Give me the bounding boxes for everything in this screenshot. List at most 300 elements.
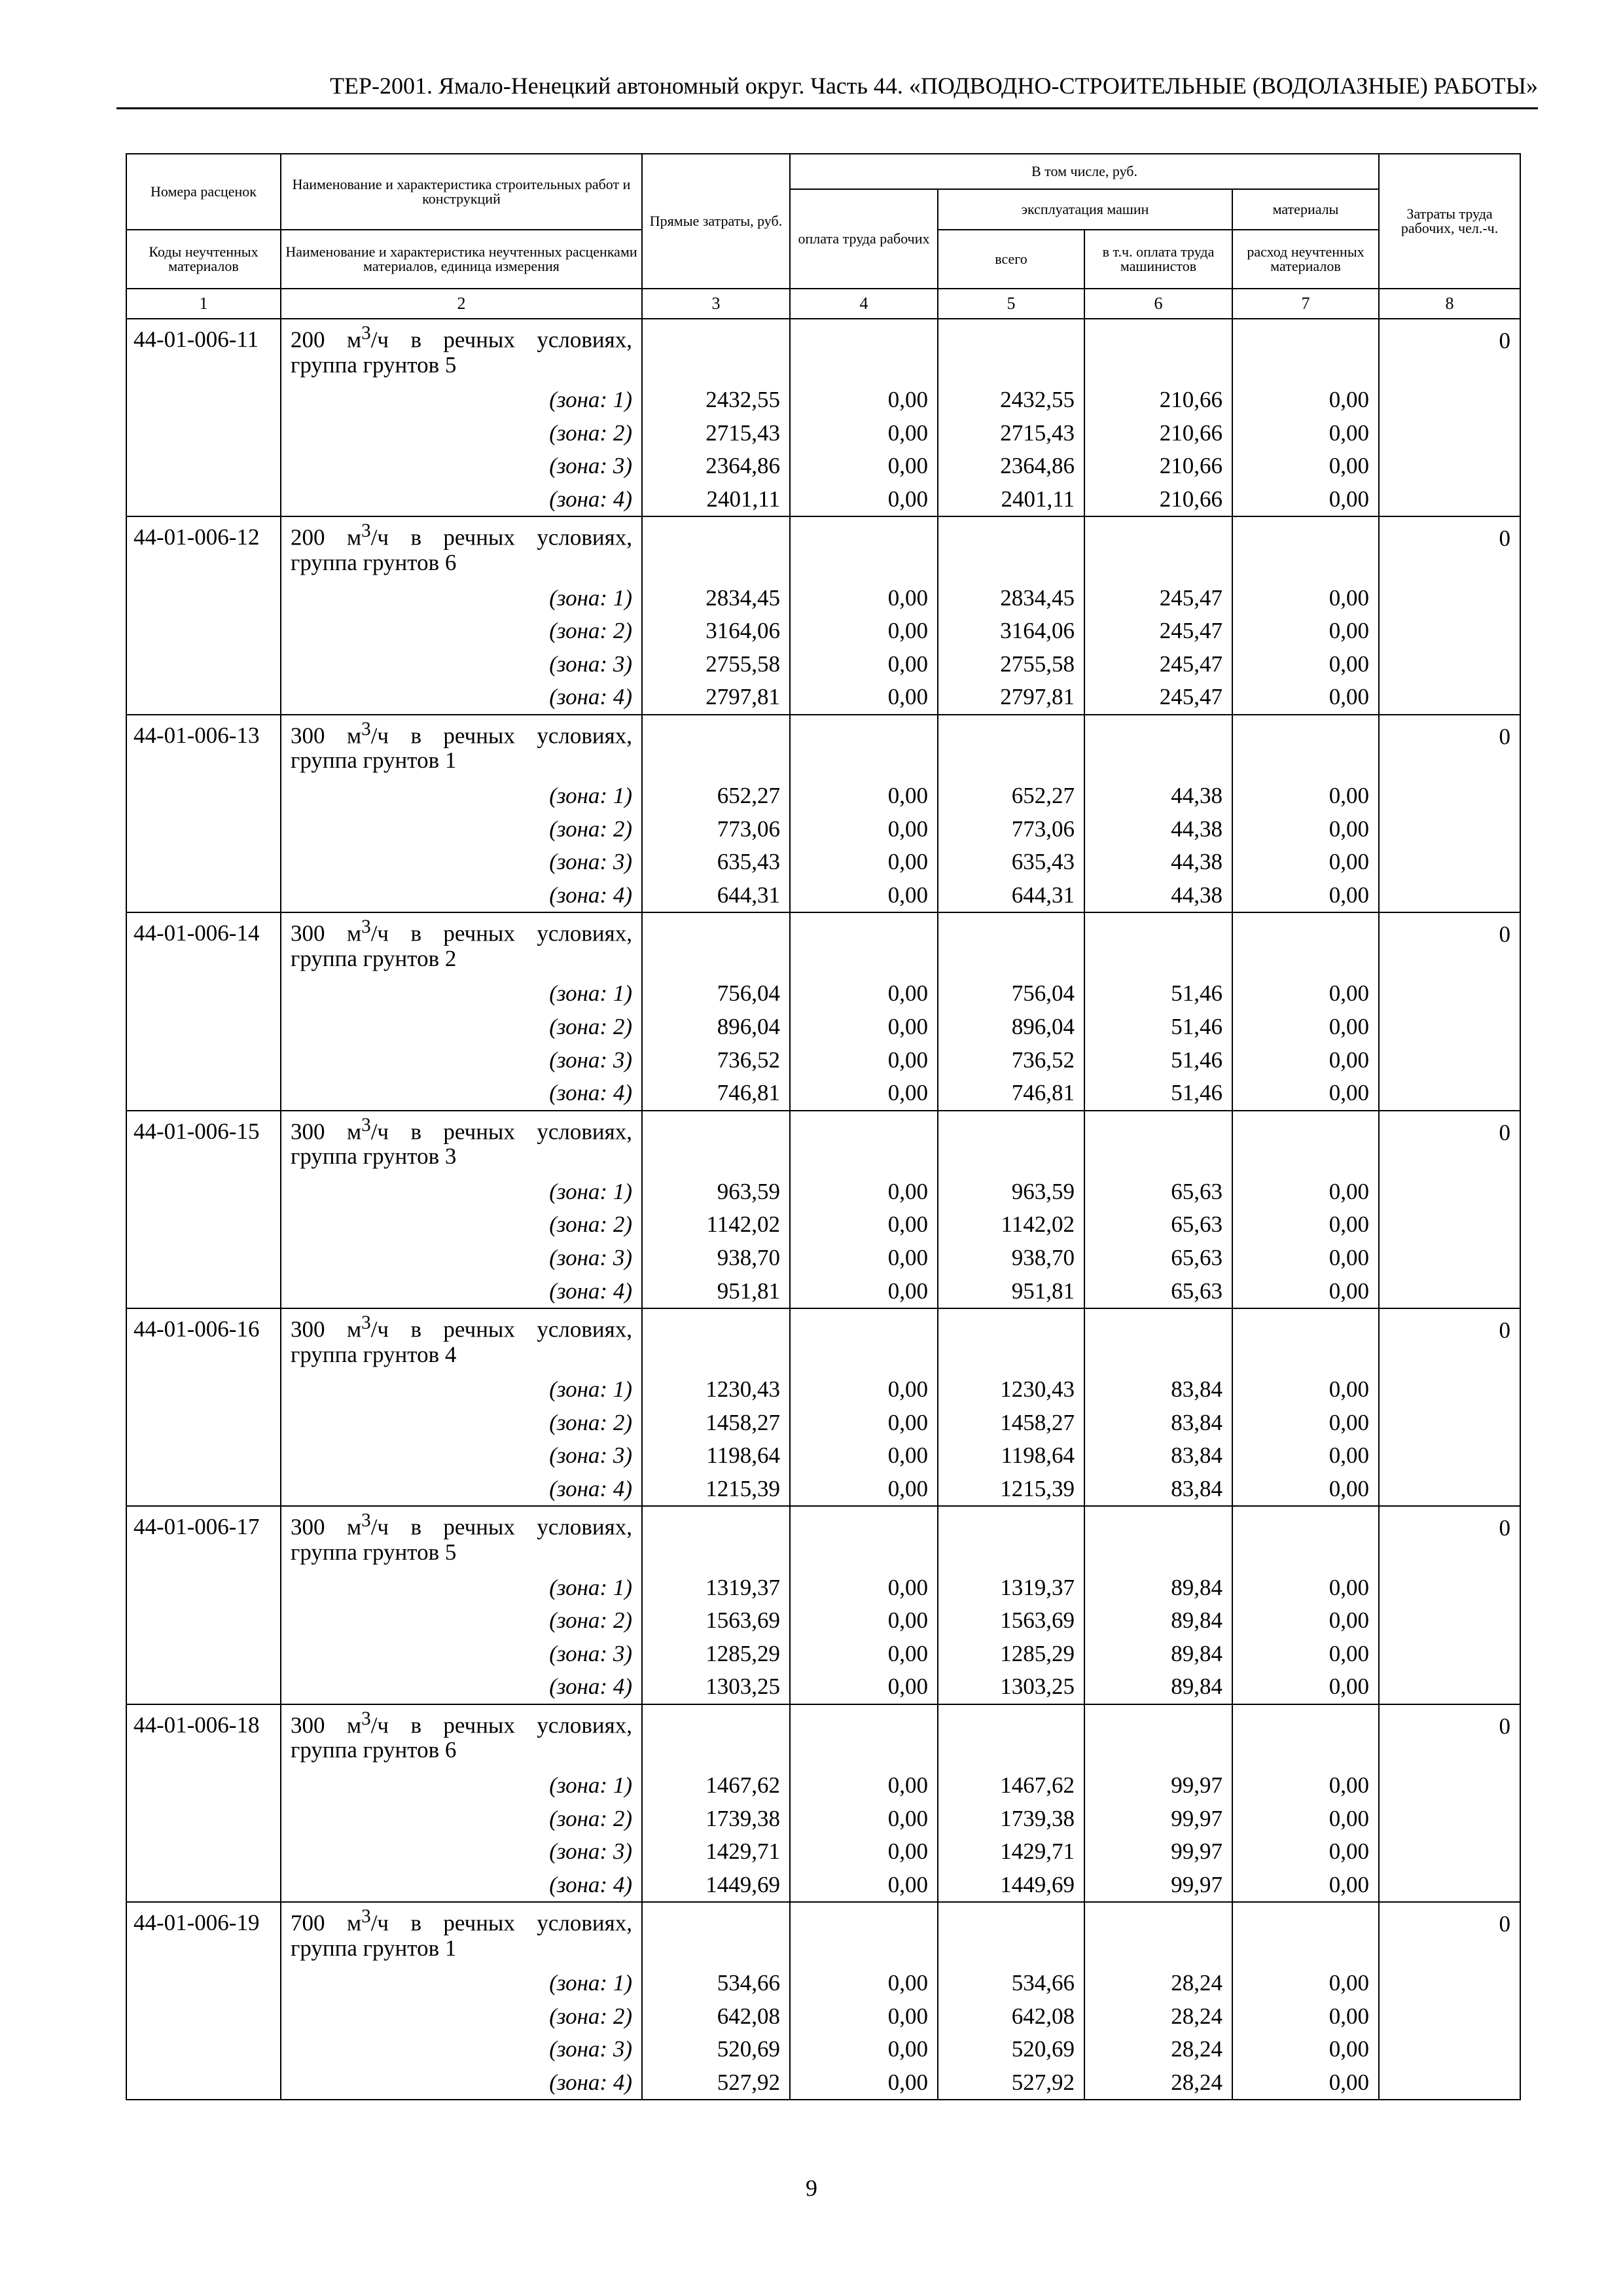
running-header (116, 71, 1538, 109)
empty-cell (1379, 581, 1520, 615)
operator-wages: 44,38 (1084, 879, 1232, 913)
machines-total: 3164,06 (938, 615, 1084, 648)
empty-cell (938, 319, 1084, 384)
empty-cell (938, 715, 1084, 780)
machines-total: 1563,69 (938, 1604, 1084, 1638)
direct-costs: 534,66 (642, 1967, 790, 2000)
zone-label: (зона: 3) (281, 1043, 642, 1077)
workers-wages: 0,00 (790, 1175, 938, 1209)
workers-wages: 0,00 (790, 1473, 938, 1507)
workers-wages: 0,00 (790, 1571, 938, 1604)
operator-wages: 210,66 (1084, 483, 1232, 517)
zone-row (126, 1670, 1520, 1704)
empty-cell (126, 681, 281, 715)
direct-costs: 1142,02 (642, 1208, 790, 1242)
empty-cell (642, 715, 790, 780)
operator-wages: 99,97 (1084, 1802, 1232, 1835)
empty-cell (126, 1637, 281, 1670)
direct-costs: 1215,39 (642, 1473, 790, 1507)
empty-cell (126, 1175, 281, 1209)
zone-label: (зона: 1) (281, 977, 642, 1011)
empty-cell (1379, 1802, 1520, 1835)
material-consumption: 0,00 (1232, 1769, 1379, 1803)
empty-cell (126, 581, 281, 615)
empty-cell (1084, 1902, 1232, 1967)
empty-cell (938, 1111, 1084, 1175)
machines-total: 2755,58 (938, 648, 1084, 681)
operator-wages: 44,38 (1084, 780, 1232, 813)
zone-label: (зона: 3) (281, 1835, 642, 1869)
workers-wages: 0,00 (790, 780, 938, 813)
zone-label: (зона: 1) (281, 1571, 642, 1604)
zone-label: (зона: 2) (281, 417, 642, 450)
empty-cell (1232, 715, 1379, 780)
operator-wages: 99,97 (1084, 1835, 1232, 1869)
operator-wages: 51,46 (1084, 1043, 1232, 1077)
unit: м (346, 723, 362, 749)
zone-row (126, 1604, 1520, 1638)
empty-cell (1379, 1439, 1520, 1473)
machines-total: 1739,38 (938, 1802, 1084, 1835)
rate-description: /ч в речных условиях, группа грунтов 3 (291, 1119, 632, 1170)
workers-wages: 0,00 (790, 1406, 938, 1439)
unit-exponent: 3 (361, 1114, 371, 1136)
unit-exponent: 3 (361, 1510, 371, 1532)
empty-cell (1379, 1473, 1520, 1507)
labor-costs: 0 (1379, 319, 1520, 384)
empty-cell (938, 912, 1084, 977)
zone-row (126, 1011, 1520, 1044)
zone-row (126, 1637, 1520, 1670)
direct-costs: 963,59 (642, 1175, 790, 1209)
direct-costs: 1458,27 (642, 1406, 790, 1439)
unit-exponent: 3 (361, 1312, 371, 1333)
material-consumption: 0,00 (1232, 2000, 1379, 2034)
empty-cell (126, 648, 281, 681)
column-number: 2 (281, 289, 642, 319)
workers-wages: 0,00 (790, 812, 938, 846)
operator-wages: 83,84 (1084, 1406, 1232, 1439)
empty-cell (1084, 319, 1232, 384)
operator-wages: 210,66 (1084, 384, 1232, 417)
operator-wages: 44,38 (1084, 812, 1232, 846)
rate-code: 44-01-006-19 (126, 1902, 281, 1967)
zone-label: (зона: 4) (281, 879, 642, 913)
zone-row (126, 1175, 1520, 1209)
empty-cell (126, 1604, 281, 1638)
header-machines-total: всего (938, 230, 1084, 289)
machines-total: 1303,25 (938, 1670, 1084, 1704)
machines-total: 652,27 (938, 780, 1084, 813)
column-number: 7 (1232, 289, 1379, 319)
workers-wages: 0,00 (790, 846, 938, 879)
workers-wages: 0,00 (790, 648, 938, 681)
workers-wages: 0,00 (790, 1274, 938, 1308)
header-work-name: Наименование и характеристика строительных работ и конструкций (281, 154, 642, 230)
material-consumption: 0,00 (1232, 1439, 1379, 1473)
workers-wages: 0,00 (790, 1043, 938, 1077)
empty-cell (790, 516, 938, 581)
column-number: 3 (642, 289, 790, 319)
empty-cell (126, 1406, 281, 1439)
operator-wages: 89,84 (1084, 1670, 1232, 1704)
empty-cell (126, 1835, 281, 1869)
direct-costs: 2364,86 (642, 450, 790, 483)
empty-cell (790, 1308, 938, 1373)
rate-code: 44-01-006-15 (126, 1111, 281, 1175)
rate-code: 44-01-006-12 (126, 516, 281, 581)
rate-description: /ч в речных условиях, группа грунтов 5 (291, 1514, 632, 1565)
workers-wages: 0,00 (790, 615, 938, 648)
unit-exponent: 3 (361, 1906, 371, 1927)
workers-wages: 0,00 (790, 1604, 938, 1638)
rate-title-row (126, 319, 1520, 384)
machines-total: 642,08 (938, 2000, 1084, 2034)
machines-total: 1285,29 (938, 1637, 1084, 1670)
material-consumption: 0,00 (1232, 2066, 1379, 2100)
direct-costs: 1303,25 (642, 1670, 790, 1704)
empty-cell (938, 1902, 1084, 1967)
empty-cell (1232, 912, 1379, 977)
empty-cell (1379, 846, 1520, 879)
zone-row (126, 1406, 1520, 1439)
zone-label: (зона: 3) (281, 648, 642, 681)
operator-wages: 99,97 (1084, 1769, 1232, 1803)
rate-capacity: 300 (291, 1712, 325, 1738)
direct-costs: 896,04 (642, 1011, 790, 1044)
header-material-names: Наименование и характеристика неучтенных расценками материалов, единица измерения (281, 230, 642, 289)
machines-total: 520,69 (938, 2033, 1084, 2066)
operator-wages: 245,47 (1084, 615, 1232, 648)
direct-costs: 2401,11 (642, 483, 790, 517)
empty-cell (1379, 2000, 1520, 2034)
direct-costs: 756,04 (642, 977, 790, 1011)
material-consumption: 0,00 (1232, 977, 1379, 1011)
empty-cell (1379, 1274, 1520, 1308)
zone-label: (зона: 4) (281, 1868, 642, 1902)
operator-wages: 210,66 (1084, 417, 1232, 450)
table-header (126, 154, 1520, 319)
material-consumption: 0,00 (1232, 2033, 1379, 2066)
zone-label: (зона: 2) (281, 1802, 642, 1835)
zone-label: (зона: 4) (281, 1077, 642, 1111)
zone-label: (зона: 1) (281, 1373, 642, 1407)
zone-row (126, 1274, 1520, 1308)
rate-description: /ч в речных условиях, группа грунтов 1 (291, 723, 632, 774)
operator-wages: 65,63 (1084, 1242, 1232, 1275)
empty-cell (126, 1043, 281, 1077)
rate-code: 44-01-006-17 (126, 1506, 281, 1571)
operator-wages: 44,38 (1084, 846, 1232, 879)
labor-costs: 0 (1379, 1308, 1520, 1373)
labor-costs: 0 (1379, 516, 1520, 581)
empty-cell (126, 1242, 281, 1275)
labor-costs: 0 (1379, 715, 1520, 780)
material-consumption: 0,00 (1232, 1406, 1379, 1439)
operator-wages: 245,47 (1084, 648, 1232, 681)
rate-name (281, 516, 642, 581)
material-consumption: 0,00 (1232, 648, 1379, 681)
empty-cell (126, 1769, 281, 1803)
empty-cell (1084, 715, 1232, 780)
material-consumption: 0,00 (1232, 1011, 1379, 1044)
direct-costs: 938,70 (642, 1242, 790, 1275)
empty-cell (126, 1373, 281, 1407)
unit: м (346, 1316, 362, 1342)
empty-cell (126, 1274, 281, 1308)
workers-wages: 0,00 (790, 2033, 938, 2066)
material-consumption: 0,00 (1232, 417, 1379, 450)
header-direct-costs: Прямые затраты, руб. (642, 154, 790, 289)
empty-cell (1084, 1506, 1232, 1571)
direct-costs: 951,81 (642, 1274, 790, 1308)
rate-title-row (126, 1506, 1520, 1571)
empty-cell (1379, 1175, 1520, 1209)
column-number: 5 (938, 289, 1084, 319)
operator-wages: 89,84 (1084, 1604, 1232, 1638)
workers-wages: 0,00 (790, 1769, 938, 1803)
direct-costs: 2755,58 (642, 648, 790, 681)
empty-cell (1379, 1637, 1520, 1670)
header-including: В том числе, руб. (790, 154, 1379, 189)
header-workers-wages: оплата труда рабочих (790, 189, 938, 289)
header-operator-wages: в т.ч. оплата труда машинистов (1084, 230, 1232, 289)
workers-wages: 0,00 (790, 1439, 938, 1473)
rate-capacity: 300 (291, 1514, 325, 1540)
direct-costs: 652,27 (642, 780, 790, 813)
workers-wages: 0,00 (790, 1208, 938, 1242)
operator-wages: 89,84 (1084, 1571, 1232, 1604)
empty-cell (1379, 780, 1520, 813)
material-consumption: 0,00 (1232, 1373, 1379, 1407)
empty-cell (1232, 319, 1379, 384)
workers-wages: 0,00 (790, 681, 938, 715)
table-body (126, 319, 1520, 2100)
operator-wages: 245,47 (1084, 581, 1232, 615)
zone-label: (зона: 2) (281, 1011, 642, 1044)
machines-total: 2834,45 (938, 581, 1084, 615)
zone-row (126, 581, 1520, 615)
empty-cell (1232, 1111, 1379, 1175)
machines-total: 1429,71 (938, 1835, 1084, 1869)
operator-wages: 28,24 (1084, 2033, 1232, 2066)
empty-cell (938, 1308, 1084, 1373)
operator-wages: 65,63 (1084, 1274, 1232, 1308)
column-number: 4 (790, 289, 938, 319)
machines-total: 896,04 (938, 1011, 1084, 1044)
rate-title-row (126, 1902, 1520, 1967)
rate-capacity: 300 (291, 1119, 325, 1145)
rate-title-row (126, 1308, 1520, 1373)
empty-cell (1379, 879, 1520, 913)
material-consumption: 0,00 (1232, 1571, 1379, 1604)
material-consumption: 0,00 (1232, 450, 1379, 483)
zone-row (126, 846, 1520, 879)
material-consumption: 0,00 (1232, 1175, 1379, 1209)
direct-costs: 1198,64 (642, 1439, 790, 1473)
material-consumption: 0,00 (1232, 1473, 1379, 1507)
empty-cell (1379, 648, 1520, 681)
machines-total: 1319,37 (938, 1571, 1084, 1604)
empty-cell (1379, 977, 1520, 1011)
rate-name (281, 1902, 642, 1967)
unit: м (346, 1910, 362, 1936)
rate-name (281, 912, 642, 977)
zone-row (126, 1043, 1520, 1077)
zone-label: (зона: 3) (281, 1242, 642, 1275)
rate-capacity: 300 (291, 920, 325, 946)
rate-capacity: 300 (291, 723, 325, 749)
column-number: 1 (126, 289, 281, 319)
zone-row (126, 648, 1520, 681)
zone-row (126, 2066, 1520, 2100)
unit: м (346, 1514, 362, 1540)
zone-row (126, 417, 1520, 450)
header-labor-costs: Затраты труда рабочих, чел.-ч. (1379, 154, 1520, 289)
material-consumption: 0,00 (1232, 615, 1379, 648)
direct-costs: 736,52 (642, 1043, 790, 1077)
empty-cell (126, 1802, 281, 1835)
empty-cell (126, 615, 281, 648)
operator-wages: 28,24 (1084, 2000, 1232, 2034)
empty-cell (126, 1473, 281, 1507)
empty-cell (642, 1111, 790, 1175)
workers-wages: 0,00 (790, 1835, 938, 1869)
empty-cell (790, 715, 938, 780)
empty-cell (126, 1077, 281, 1111)
unit: м (346, 1712, 362, 1738)
rate-name (281, 1704, 642, 1769)
zone-label: (зона: 2) (281, 1208, 642, 1242)
rate-name (281, 715, 642, 780)
workers-wages: 0,00 (790, 1077, 938, 1111)
empty-cell (1232, 1308, 1379, 1373)
material-consumption: 0,00 (1232, 1868, 1379, 1902)
machines-total: 756,04 (938, 977, 1084, 1011)
workers-wages: 0,00 (790, 879, 938, 913)
workers-wages: 0,00 (790, 483, 938, 517)
machines-total: 773,06 (938, 812, 1084, 846)
material-consumption: 0,00 (1232, 483, 1379, 517)
material-consumption: 0,00 (1232, 879, 1379, 913)
operator-wages: 28,24 (1084, 1967, 1232, 2000)
rate-name (281, 1111, 642, 1175)
zone-label: (зона: 4) (281, 1670, 642, 1704)
material-consumption: 0,00 (1232, 1043, 1379, 1077)
zone-label: (зона: 2) (281, 2000, 642, 2034)
empty-cell (790, 1111, 938, 1175)
unit-exponent: 3 (361, 718, 371, 740)
empty-cell (790, 1506, 938, 1571)
operator-wages: 89,84 (1084, 1637, 1232, 1670)
empty-cell (126, 2033, 281, 2066)
empty-cell (126, 812, 281, 846)
rate-description: /ч в речных условиях, группа грунтов 6 (291, 1712, 632, 1763)
zone-label: (зона: 4) (281, 2066, 642, 2100)
zone-label: (зона: 2) (281, 1604, 642, 1638)
zone-label: (зона: 2) (281, 615, 642, 648)
page-number: 9 (806, 2175, 817, 2201)
empty-cell (1379, 1868, 1520, 1902)
zone-row (126, 1373, 1520, 1407)
workers-wages: 0,00 (790, 581, 938, 615)
zone-row (126, 1769, 1520, 1803)
zone-row (126, 879, 1520, 913)
zone-label: (зона: 3) (281, 1439, 642, 1473)
zone-label: (зона: 2) (281, 1406, 642, 1439)
zone-row (126, 812, 1520, 846)
zone-label: (зона: 4) (281, 1274, 642, 1308)
zone-label: (зона: 1) (281, 780, 642, 813)
direct-costs: 1429,71 (642, 1835, 790, 1869)
material-consumption: 0,00 (1232, 780, 1379, 813)
column-number: 6 (1084, 289, 1232, 319)
material-consumption: 0,00 (1232, 1802, 1379, 1835)
operator-wages: 245,47 (1084, 681, 1232, 715)
direct-costs: 2797,81 (642, 681, 790, 715)
direct-costs: 644,31 (642, 879, 790, 913)
labor-costs: 0 (1379, 1902, 1520, 1967)
empty-cell (1084, 1111, 1232, 1175)
empty-cell (126, 1868, 281, 1902)
empty-cell (1232, 1902, 1379, 1967)
rate-title-row (126, 1111, 1520, 1175)
workers-wages: 0,00 (790, 384, 938, 417)
empty-cell (1232, 1506, 1379, 1571)
material-consumption: 0,00 (1232, 681, 1379, 715)
operator-wages: 51,46 (1084, 1077, 1232, 1111)
direct-costs: 635,43 (642, 846, 790, 879)
empty-cell (642, 1902, 790, 1967)
zone-row (126, 384, 1520, 417)
empty-cell (126, 1011, 281, 1044)
column-number-row (126, 289, 1520, 319)
rate-title-row (126, 516, 1520, 581)
workers-wages: 0,00 (790, 1242, 938, 1275)
zone-label: (зона: 4) (281, 681, 642, 715)
zone-row (126, 1208, 1520, 1242)
zone-row (126, 450, 1520, 483)
empty-cell (1379, 1835, 1520, 1869)
direct-costs: 1230,43 (642, 1373, 790, 1407)
workers-wages: 0,00 (790, 417, 938, 450)
direct-costs: 1285,29 (642, 1637, 790, 1670)
rate-name (281, 319, 642, 384)
operator-wages: 51,46 (1084, 1011, 1232, 1044)
empty-cell (790, 1902, 938, 1967)
rate-title-row (126, 715, 1520, 780)
zone-row (126, 1835, 1520, 1869)
material-consumption: 0,00 (1232, 1242, 1379, 1275)
zone-label: (зона: 1) (281, 1967, 642, 2000)
machines-total: 1198,64 (938, 1439, 1084, 1473)
rate-description: /ч в речных условиях, группа грунтов 5 (291, 327, 632, 378)
direct-costs: 1739,38 (642, 1802, 790, 1835)
empty-cell (1379, 384, 1520, 417)
rate-name (281, 1308, 642, 1373)
rate-description: /ч в речных условиях, группа грунтов 2 (291, 920, 632, 971)
empty-cell (1379, 1670, 1520, 1704)
rate-capacity: 300 (291, 1316, 325, 1342)
operator-wages: 51,46 (1084, 977, 1232, 1011)
empty-cell (1379, 1077, 1520, 1111)
zone-row (126, 1439, 1520, 1473)
zone-row (126, 2033, 1520, 2066)
material-consumption: 0,00 (1232, 1274, 1379, 1308)
rate-title-row (126, 912, 1520, 977)
empty-cell (1232, 516, 1379, 581)
zone-row (126, 780, 1520, 813)
